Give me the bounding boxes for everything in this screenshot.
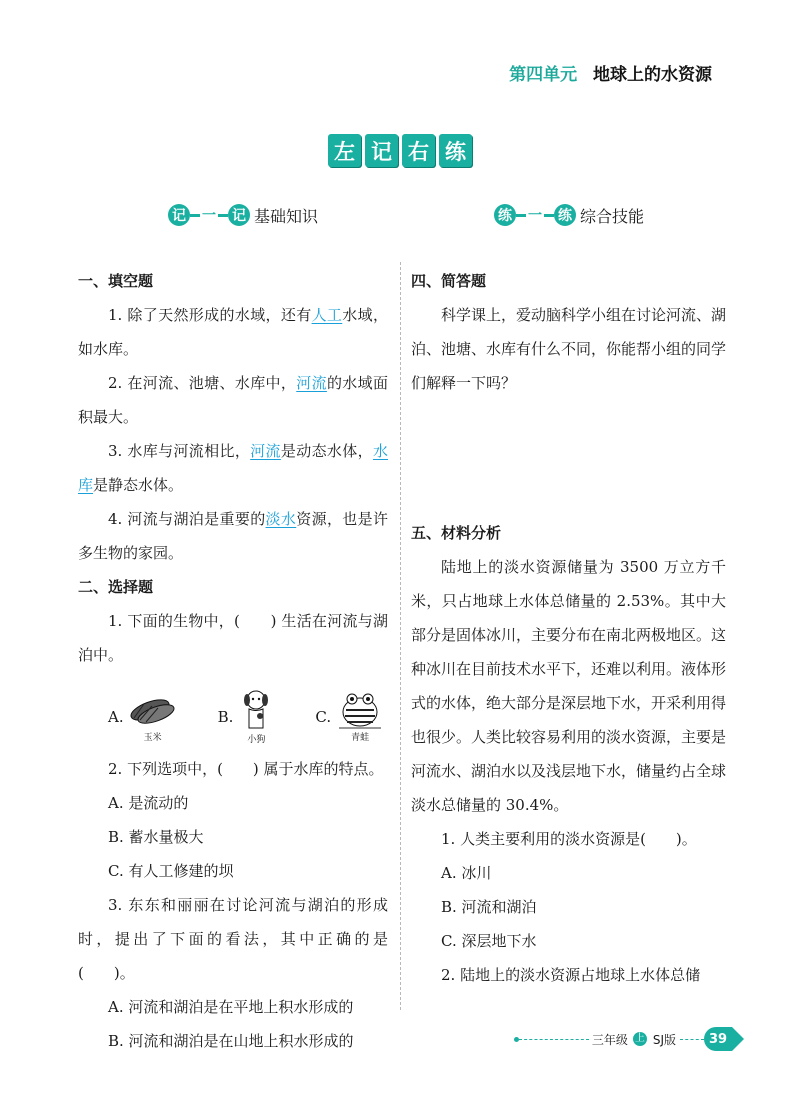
right-subtitle-label: 综合技能 [580, 206, 645, 226]
fill-heading: 一、填空题 [78, 272, 154, 290]
answer: 淡水 [265, 510, 297, 528]
title-char: 记 [365, 134, 398, 167]
choice-q2: 2. 下列选项中，( ) 属于水库的特点。 [108, 760, 384, 778]
right-column [411, 264, 726, 992]
left-subtitle [168, 200, 318, 230]
choice-q2-option: A. 是流动的 [108, 794, 189, 812]
footer-edition: SJ版 [652, 1032, 676, 1047]
frog-icon [337, 690, 383, 730]
footer-term: 上 [634, 1033, 645, 1044]
puppy-icon [239, 688, 273, 732]
right-subtitle [494, 200, 644, 230]
material-q1-option: B. 河流和湖泊 [441, 898, 537, 916]
material-q2: 2. 陆地上的淡水资源占地球上水体总储 [441, 966, 701, 984]
title-char: 右 [402, 134, 435, 167]
left-subtitle-label: 基础知识 [254, 206, 319, 226]
right-subtitle-badge: 练 一 练 [494, 202, 576, 228]
unit-header [509, 60, 712, 85]
unit-tag: 第四单元 [509, 65, 578, 85]
material-heading: 五、材料分析 [411, 524, 502, 542]
page-number: 39 [704, 1027, 732, 1051]
corn-icon [130, 690, 176, 730]
material-q1: 1. 人类主要利用的淡水资源是( )。 [441, 830, 697, 848]
material-q1-option: A. 冰川 [441, 864, 492, 882]
fill-q4: 4. 河流与湖泊是重要的淡水资源，也是许多生物的家园。 [78, 510, 388, 562]
page-arrow-icon [732, 1027, 744, 1051]
title-char: 练 [439, 134, 472, 167]
answer: 河流 [296, 374, 327, 392]
material-q1-option: C. 深层地下水 [441, 932, 537, 950]
answer-space [411, 400, 726, 516]
choice-q2-option: C. 有人工修建的坝 [108, 862, 234, 880]
answer: 水库 [78, 442, 388, 494]
fill-q1: 1. 除了天然形成的水域，还有人工水域，如水库。 [78, 306, 388, 358]
choice-q1: 1. 下面的生物中，( ) 生活在河流与湖泊中。 [78, 612, 388, 664]
option-a: A. 玉米 [78, 690, 176, 744]
section-title [328, 134, 472, 170]
column-divider [400, 262, 401, 1010]
left-subtitle-badge: 记 一 记 [168, 202, 250, 228]
choice-q3-option: A. 河流和湖泊是在平地上积水形成的 [108, 998, 354, 1016]
answer: 人工 [311, 306, 343, 324]
left-column [78, 264, 388, 1058]
option-c: C. 青蛙 [287, 690, 383, 744]
page-footer [514, 1026, 744, 1052]
choice-q1-pictures [78, 682, 388, 752]
short-question: 科学课上，爱动脑科学小组在讨论河流、湖泊、池塘、水库有什么不同，你能帮小组的同学们解释一下吗？ [411, 306, 727, 392]
material-text: 陆地上的淡水资源储量为 3500 万立方千米，只占地球上水体总储量的 2.53%。其中大部分是固体冰川，主要分布在南北两极地区。这种冰川在目前技术水平下，还难以利用。液体形式的水体，绝大部分是深层地下水，开采利用得也很少。人类比较容易利用的淡水资源，主要是河流水、湖泊水以及浅层地下水，储量约占全球淡水总储量的 30.4%。 [411, 558, 727, 814]
option-b: B. 小狗 [190, 688, 274, 746]
choice-q3: 3. 东东和丽丽在讨论河流与湖泊的形成时，提出了下面的看法，其中正确的是( )。 [78, 896, 388, 982]
title-char: 左 [328, 134, 361, 167]
footer-grade: 三年级 [591, 1032, 628, 1047]
fill-q3: 3. 水库与河流相比，河流是动态水体，水库是静态水体。 [78, 442, 388, 494]
answer: 河流 [250, 442, 281, 460]
short-heading: 四、简答题 [411, 272, 487, 290]
choice-q2-option: B. 蓄水量极大 [108, 828, 204, 846]
fill-q2: 2. 在河流、池塘、水库中，河流的水域面积最大。 [78, 374, 388, 426]
choice-q3-option: B. 河流和湖泊是在山地上积水形成的 [108, 1032, 354, 1050]
unit-title: 地球上的水资源 [593, 65, 712, 85]
choice-heading: 二、选择题 [78, 578, 154, 596]
